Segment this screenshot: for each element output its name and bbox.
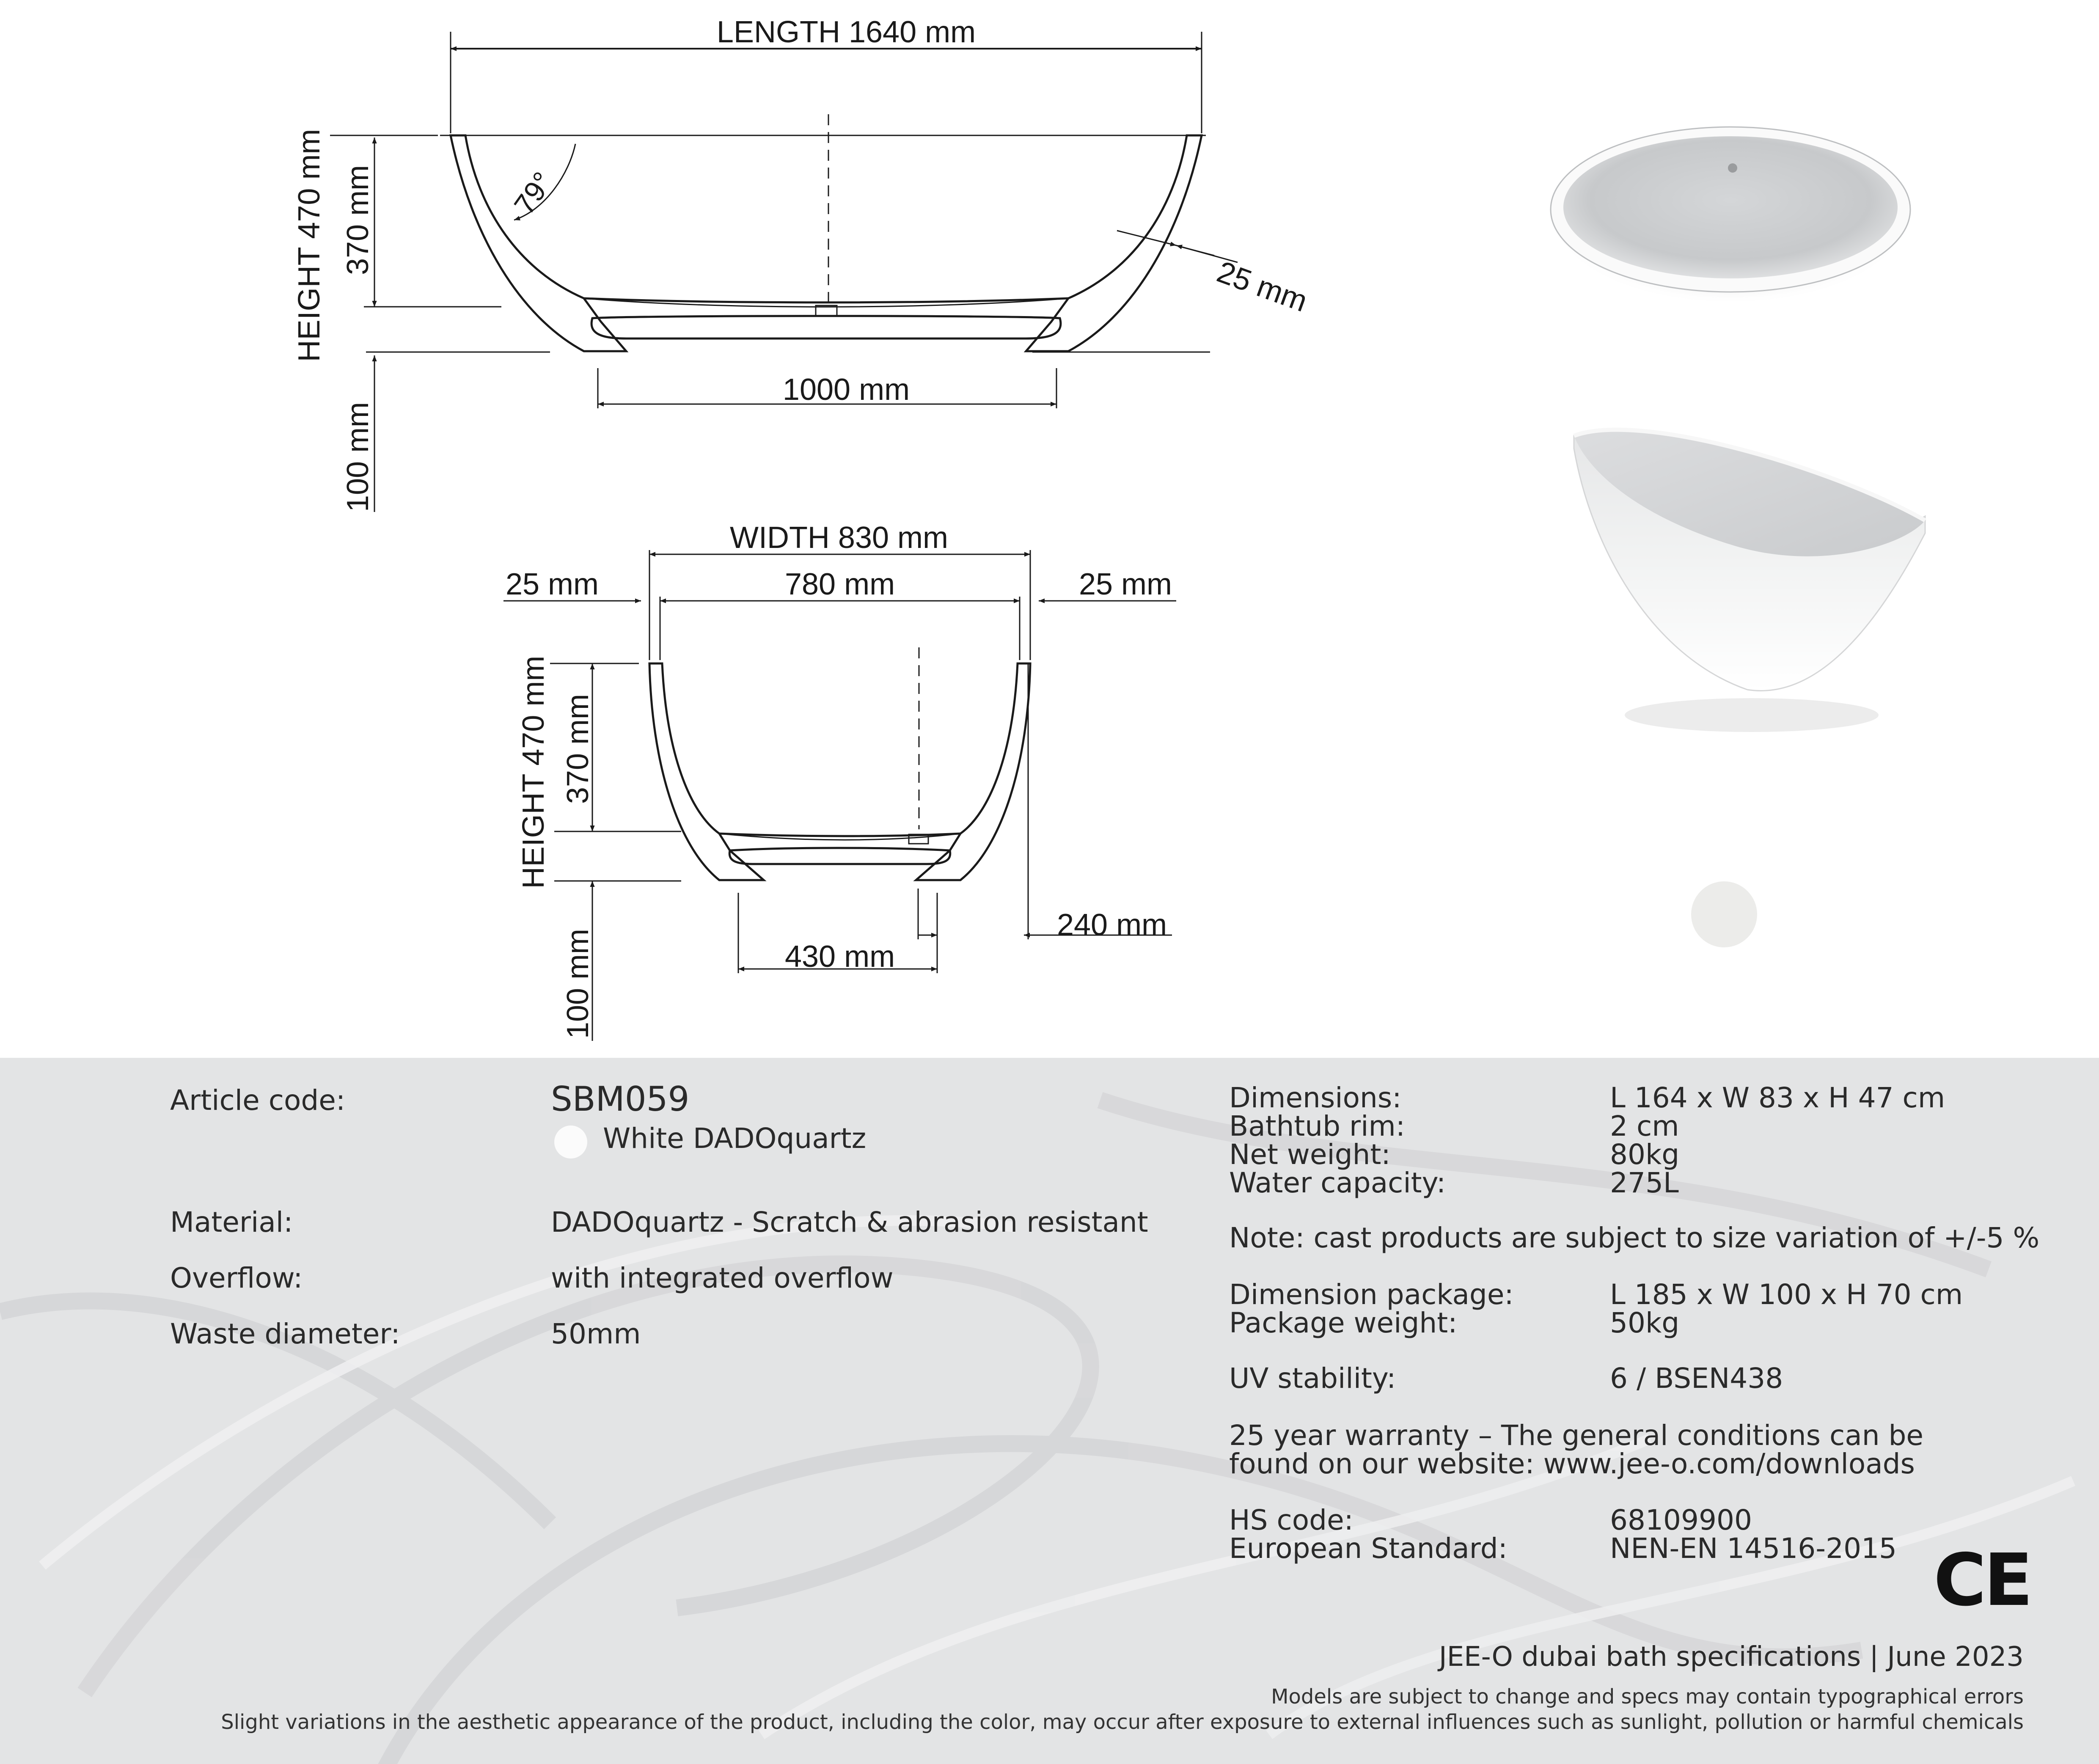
color-swatch xyxy=(1691,881,1757,947)
package-weight-label: Package weight: xyxy=(1229,1307,1458,1339)
article-code-value: SBM059 xyxy=(551,1079,690,1119)
bathtub-dimension-drawing xyxy=(0,0,1439,1058)
warranty-line-2: found on our website: www.jee-o.com/downloads xyxy=(1229,1448,1915,1480)
end-inner-depth-label: 370 mm xyxy=(561,693,595,804)
end-base-height-label: 100 mm xyxy=(561,928,595,1039)
water-capacity-value: 275L xyxy=(1610,1167,1679,1199)
ce-mark-icon: CE xyxy=(1934,1538,2030,1622)
offset-label: 240 mm xyxy=(1056,908,1167,942)
white-swatch-dot xyxy=(554,1126,587,1159)
base-width-label: 430 mm xyxy=(784,940,895,974)
package-weight-value: 50kg xyxy=(1610,1307,1680,1339)
uv-stability-label: UV stability: xyxy=(1229,1362,1396,1395)
package-dimensions-label: Dimension package: xyxy=(1229,1278,1514,1311)
waste-diameter-value: 50mm xyxy=(551,1318,641,1350)
dimensions-label: Dimensions: xyxy=(1229,1082,1402,1114)
net-weight-label: Net weight: xyxy=(1229,1138,1391,1171)
european-standard-value: NEN-EN 14516-2015 xyxy=(1610,1532,1897,1565)
uv-stability-value: 6 / BSEN438 xyxy=(1610,1362,1783,1395)
overflow-value: with integrated overflow xyxy=(551,1262,894,1294)
inner-width-label: 780 mm xyxy=(784,567,895,601)
article-code-label: Article code: xyxy=(170,1084,346,1117)
waste-diameter-label: Waste diameter: xyxy=(170,1318,400,1350)
bathtub-rim-label: Bathtub rim: xyxy=(1229,1110,1406,1142)
specification-panel xyxy=(0,1058,2099,1764)
bathtub-rim-value: 2 cm xyxy=(1610,1110,1679,1142)
side-height-label: HEIGHT 470 mm xyxy=(292,129,326,362)
disclaimer-line-1: Models are subject to change and specs may contain typographical errors xyxy=(1271,1685,2024,1709)
warranty-line-1: 25 year warranty – The general conditions can be xyxy=(1229,1419,1924,1452)
left-wall-label: 25 mm xyxy=(505,567,599,601)
bathtub-top-view-photo xyxy=(1540,106,1921,317)
water-capacity-label: Water capacity: xyxy=(1229,1167,1446,1199)
width-label: WIDTH 830 mm xyxy=(729,521,949,555)
material-label: Material: xyxy=(170,1206,293,1238)
angle-label: 79° xyxy=(508,166,559,220)
bathtub-perspective-photo xyxy=(1565,419,1938,740)
size-variation-note: Note: cast products are subject to size variation of +/-5 % xyxy=(1229,1222,2040,1254)
right-wall-label: 25 mm xyxy=(1078,567,1172,601)
overflow-label: Overflow: xyxy=(170,1262,303,1294)
hs-code-label: HS code: xyxy=(1229,1504,1353,1536)
base-length-label: 1000 mm xyxy=(782,373,910,407)
length-label: LENGTH 1640 mm xyxy=(716,15,976,49)
color-swatch-label: White DADOquartz xyxy=(603,1122,867,1155)
european-standard-label: European Standard: xyxy=(1229,1532,1508,1565)
end-height-label: HEIGHT 470 mm xyxy=(517,655,550,889)
disclaimer-line-2: Slight variations in the aesthetic appearance of the product, including the color, may occur after exposure to external influences such as sunlight, pollution or harmful chemicals xyxy=(221,1710,2024,1734)
hs-code-value: 68109900 xyxy=(1610,1504,1752,1536)
material-value: DADOquartz - Scratch & abrasion resistant xyxy=(551,1206,1148,1238)
brand-footer-line: JEE-O dubai bath specifications | June 2023 xyxy=(1439,1641,2024,1673)
package-dimensions-value: L 185 x W 100 x H 70 cm xyxy=(1610,1278,1963,1311)
side-base-height-label: 100 mm xyxy=(341,402,375,512)
side-view xyxy=(330,32,1238,512)
wall-thickness-label: 25 mm xyxy=(1213,255,1312,319)
net-weight-value: 80kg xyxy=(1610,1138,1680,1171)
dimensions-value: L 164 x W 83 x H 47 cm xyxy=(1610,1082,1945,1114)
side-inner-depth-label: 370 mm xyxy=(341,165,375,275)
